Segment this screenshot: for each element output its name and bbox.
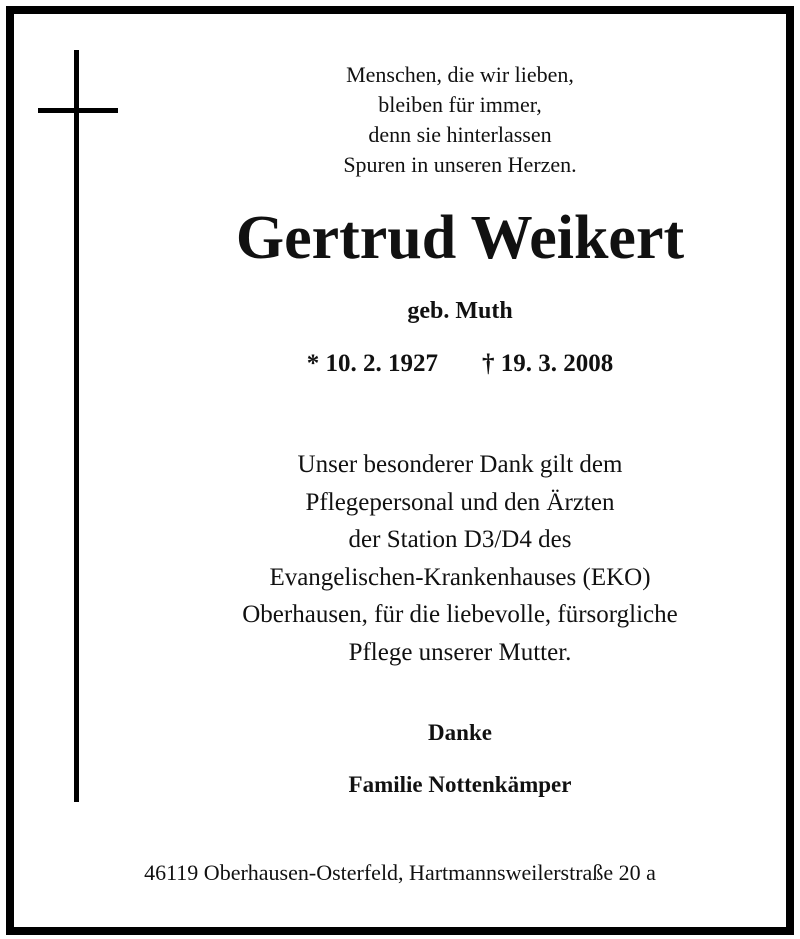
verse-line: bleiben für immer, <box>378 92 542 117</box>
death-date: † 19. 3. 2008 <box>482 350 614 377</box>
thanks-line: Pflege unserer Mutter. <box>348 638 572 666</box>
verse-line: denn sie hinterlassen <box>368 122 552 147</box>
maiden-name: geb. Muth <box>407 298 513 324</box>
thanks-line: Unser besonderer Dank gilt dem <box>297 451 623 478</box>
cross-icon-crossbar <box>38 108 118 113</box>
thanks-line: Oberhausen, für die liebevolle, fürsorgliche <box>242 601 678 628</box>
danke-heading: Danke <box>428 720 492 745</box>
thanks-line: der Station D3/D4 des <box>348 526 572 553</box>
family-address: 46119 Oberhausen-Osterfeld, Hartmannsweilerstraße 20 a <box>144 860 656 885</box>
verse-line: Menschen, die wir lieben, <box>346 62 574 87</box>
thanks-text <box>150 446 770 671</box>
memorial-verse <box>150 60 770 180</box>
life-dates <box>150 348 770 380</box>
verse-line: Spuren in unseren Herzen. <box>343 152 577 177</box>
family-signature: Familie Nottenkämper <box>348 772 572 797</box>
cross-icon <box>74 50 79 802</box>
thanks-line: Evangelischen-Krankenhauses (EKO) <box>269 563 651 591</box>
birth-date: * 10. 2. 1927 <box>306 350 438 377</box>
thanks-line: Pflegepersonal und den Ärzten <box>305 488 615 516</box>
deceased-name: Gertrud Weikert <box>235 204 685 272</box>
